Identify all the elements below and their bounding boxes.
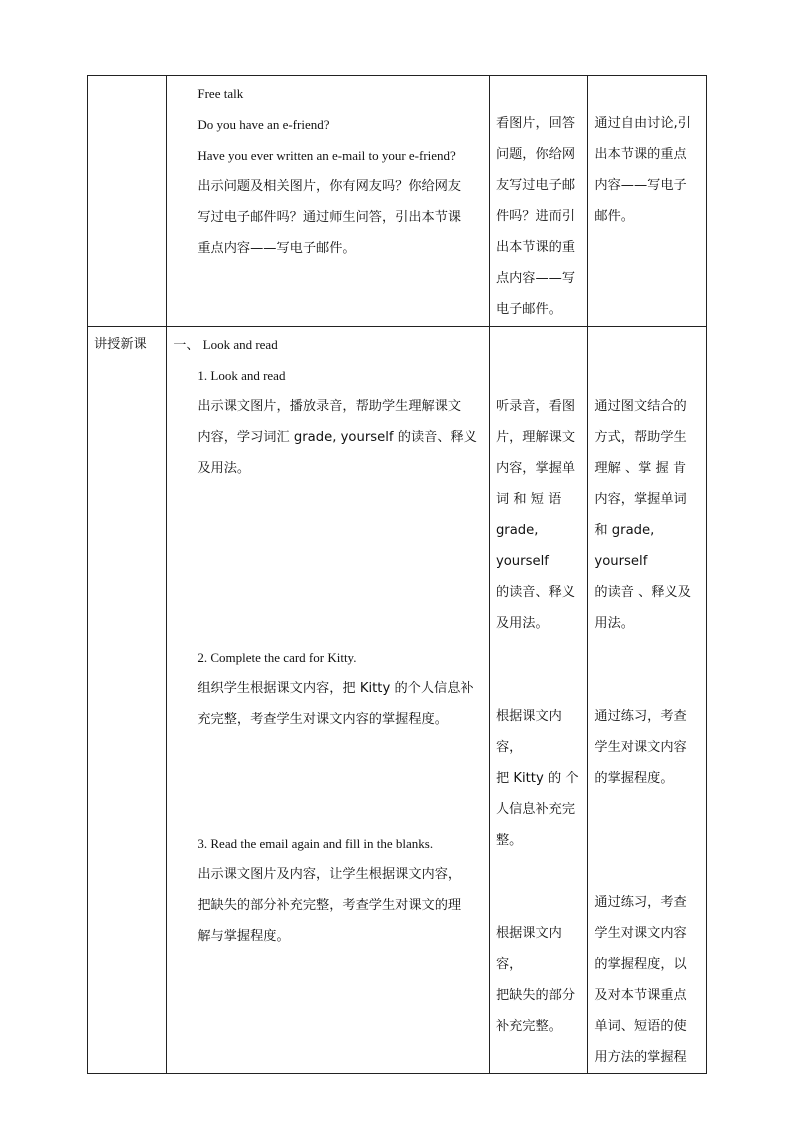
student-activity-cell-free-talk <box>489 76 587 327</box>
part2-title: 2. Complete the card for Kitty. <box>197 650 357 665</box>
part3-student-activity: 根据课文内容， 把缺失的部分 补充完整。 <box>495 926 576 1034</box>
table-row-new-lesson <box>88 327 707 1074</box>
stage-cell-new-lesson <box>88 327 167 1074</box>
part2-student-activity: 根据课文内容， 把 Kitty 的 个 人信息补充完 整。 <box>495 709 579 848</box>
activity-cell-free-talk <box>167 76 490 327</box>
free-talk-purpose: 通过自由讨论,引 出本节课的重点 内容——写电子 邮件。 <box>594 116 691 224</box>
free-talk-question-1: Do you have an e-friend? <box>197 117 330 132</box>
free-talk-heading: Free talk <box>197 86 244 101</box>
part1-title: 1. Look and read <box>197 368 286 383</box>
part3-description: 出示课文图片及内容，让学生根据课文内容， 把缺失的部分补充完整，考查学生对课文的理 解与掌握程度。 <box>197 867 462 944</box>
activity-cell-new-lesson <box>167 327 490 1074</box>
part3-title: 3. Read the email again and fill in the blanks. <box>197 836 434 851</box>
purpose-cell-free-talk <box>588 76 707 327</box>
free-talk-description: 出示问题及相关图片，你有网友吗？你给网友 写过电子邮件吗？通过师生问答，引出本节课 重点内容——写电子邮件。 <box>197 179 462 256</box>
part2-description: 组织学生根据课文内容，把 Kitty 的个人信息补 充完整，考查学生对课文内容的掌握程度。 <box>197 681 474 727</box>
free-talk-question-2: Have you ever written an e-mail to your e-friend? <box>197 148 456 163</box>
free-talk-student-activity: 看图片，回答 问题，你给网 友写过电子邮 件吗？进而引 出本节课的重 点内容——写 电子邮件。 <box>495 116 576 317</box>
part1-purpose: 通过图文结合的 方式，帮助学生 理解 、掌 握 肯 内容，掌握单词 和 grade, yourself 的读音 、释义及 用法。 <box>594 399 691 631</box>
stage-label: 讲授新课 <box>94 337 147 352</box>
lesson-plan-table <box>87 75 707 1074</box>
student-activity-cell-new-lesson <box>489 327 587 1074</box>
part3-purpose: 通过练习，考查 学生对课文内容 的掌握程度，以 及对本节课重点 单词、短语的使 用方法的掌握程 <box>594 895 687 1065</box>
part1-description: 出示课文图片，播放录音，帮助学生理解课文 内容，学习词汇 grade, yourself 的读音、释义 及用法。 <box>197 399 477 476</box>
purpose-cell-new-lesson <box>588 327 707 1074</box>
table-row-free-talk <box>88 76 707 327</box>
part2-purpose: 通过练习，考查 学生对课文内容 的掌握程度。 <box>594 709 687 786</box>
section-title: 一、 Look and read <box>173 337 278 352</box>
part1-student-activity: 听录音，看图 片，理解课文 内容，掌握单 词 和 短 语 grade, yourself 的读音、释义 及用法。 <box>495 399 576 631</box>
stage-cell-empty <box>88 76 167 327</box>
